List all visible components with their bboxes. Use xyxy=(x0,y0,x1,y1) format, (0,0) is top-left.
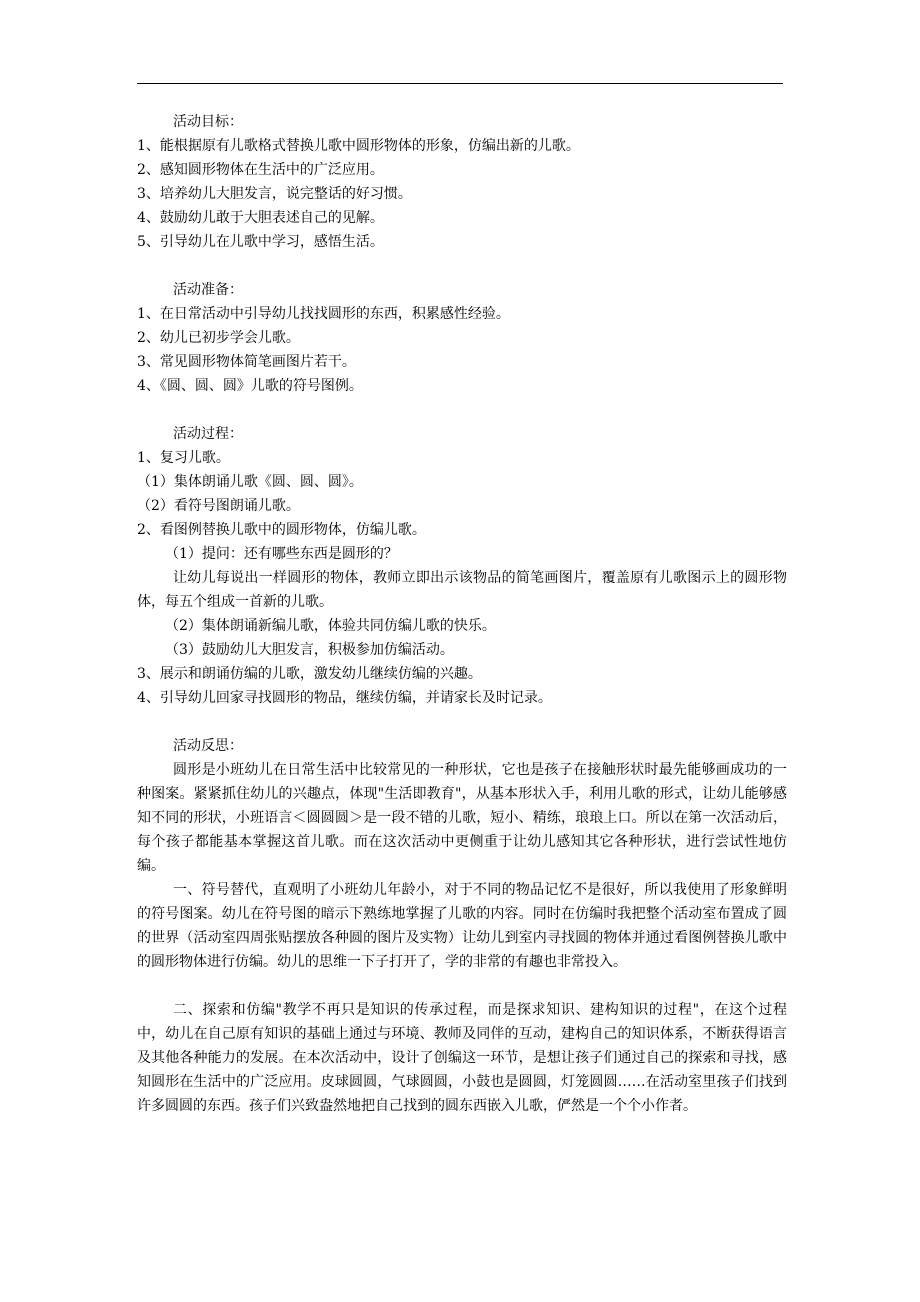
process-substep: （1）集体朗诵儿歌《圆、圆、圆》。 xyxy=(137,474,363,490)
process-step: 3、展示和朗诵仿编的儿歌，激发幼儿继续仿编的兴趣。 xyxy=(137,666,482,682)
spacer xyxy=(137,254,787,278)
reflection-heading: 活动反思： xyxy=(173,738,243,754)
process-step: 1、复习儿歌。 xyxy=(137,450,230,466)
preparation-item: 2、幼儿已初步学会儿歌。 xyxy=(137,330,300,346)
goal-item: 2、感知圆形物体在生活中的广泛应用。 xyxy=(137,162,384,178)
goal-item: 5、引导幼儿在儿歌中学习，感悟生活。 xyxy=(137,234,384,250)
process-step: 4、引导幼儿回家寻找圆形的物品，继续仿编，并请家长及时记录。 xyxy=(137,690,552,706)
process-substep: （1）提问：还有哪些东西是圆形的？ xyxy=(165,546,398,562)
process-substep: （2）看符号图朗诵儿歌。 xyxy=(137,498,300,514)
reflection-paragraph: 二、探索和仿编"教学不再只是知识的传承过程，而是探求知识、建构知识的过程"，在这个过程中，幼儿在自己原有知识的基础上通过与环境、教师及同伴的互动，建构自己的知识体系，不断获得语言及其他各种能力的发展。在本次活动中，设计了创编这一环节，是想让孩子们通过自己的探索和寻找，感知圆形在生活中的广泛应用。皮球圆圆，气球圆圆，小鼓也是圆圆，灯笼圆圆……在活动室里孩子们找到许多圆圆的东西。孩子们兴致盎然地把自己找到的圆东西嵌入儿歌，俨然是一个个小作者。 xyxy=(137,1002,787,1114)
spacer xyxy=(137,398,787,422)
goals-heading: 活动目标： xyxy=(173,114,243,130)
process-heading: 活动过程： xyxy=(173,426,243,442)
process-substep: （2）集体朗诵新编儿歌，体验共同仿编儿歌的快乐。 xyxy=(165,618,496,634)
document-body xyxy=(137,110,787,1118)
reflection-paragraph: 一、符号替代，直观明了小班幼儿年龄小，对于不同的物品记忆不是很好，所以我使用了形象鲜明的符号图案。幼儿在符号图的暗示下熟练地掌握了儿歌的内容。同时在仿编时我把整个活动室布置成了圆的世界（活动室四周张贴摆放各种圆的图片及实物）让幼儿到室内寻找圆的物体并通过看图例替换儿歌中的圆形物体进行仿编。幼儿的思维一下子打开了，学的非常的有趣也非常投入。 xyxy=(137,882,787,970)
preparation-item: 1、在日常活动中引导幼儿找找圆形的东西，积累感性经验。 xyxy=(137,306,510,322)
process-step: 2、看图例替换儿歌中的圆形物体，仿编儿歌。 xyxy=(137,522,426,538)
header-rule xyxy=(137,83,783,84)
reflection-paragraph: 圆形是小班幼儿在日常生活中比较常见的一种形状，它也是孩子在接触形状时最先能够画成功的一种图案。紧紧抓住幼儿的兴趣点，体现"生活即教育"，从基本形状入手，利用儿歌的形式，让幼儿能够感知不同的形状，小班语言＜圆圆圆＞是一段不错的儿歌，短小、精练，琅琅上口。所以在第一次活动后，每个孩子都能基本掌握这首儿歌。而在这次活动中更侧重于让幼儿感知其它各种形状，进行尝试性地仿编。 xyxy=(137,762,787,874)
process-paragraph: 让幼儿每说出一样圆形的物体，教师立即出示该物品的简笔画图片，覆盖原有儿歌图示上的圆形物体，每五个组成一首新的儿歌。 xyxy=(137,570,787,610)
preparation-heading: 活动准备： xyxy=(173,282,243,298)
goal-item: 4、鼓励幼儿敢于大胆表述自己的见解。 xyxy=(137,210,384,226)
spacer xyxy=(137,974,787,998)
spacer xyxy=(137,710,787,734)
goal-item: 1、能根据原有儿歌格式替换儿歌中圆形物体的形象，仿编出新的儿歌。 xyxy=(137,138,580,154)
goal-item: 3、培养幼儿大胆发言，说完整话的好习惯。 xyxy=(137,186,412,202)
process-substep: （3）鼓励幼儿大胆发言，积极参加仿编活动。 xyxy=(165,642,454,658)
preparation-item: 4、《圆、圆、圆》儿歌的符号图例。 xyxy=(137,378,363,394)
preparation-item: 3、常见圆形物体简笔画图片若干。 xyxy=(137,354,356,370)
